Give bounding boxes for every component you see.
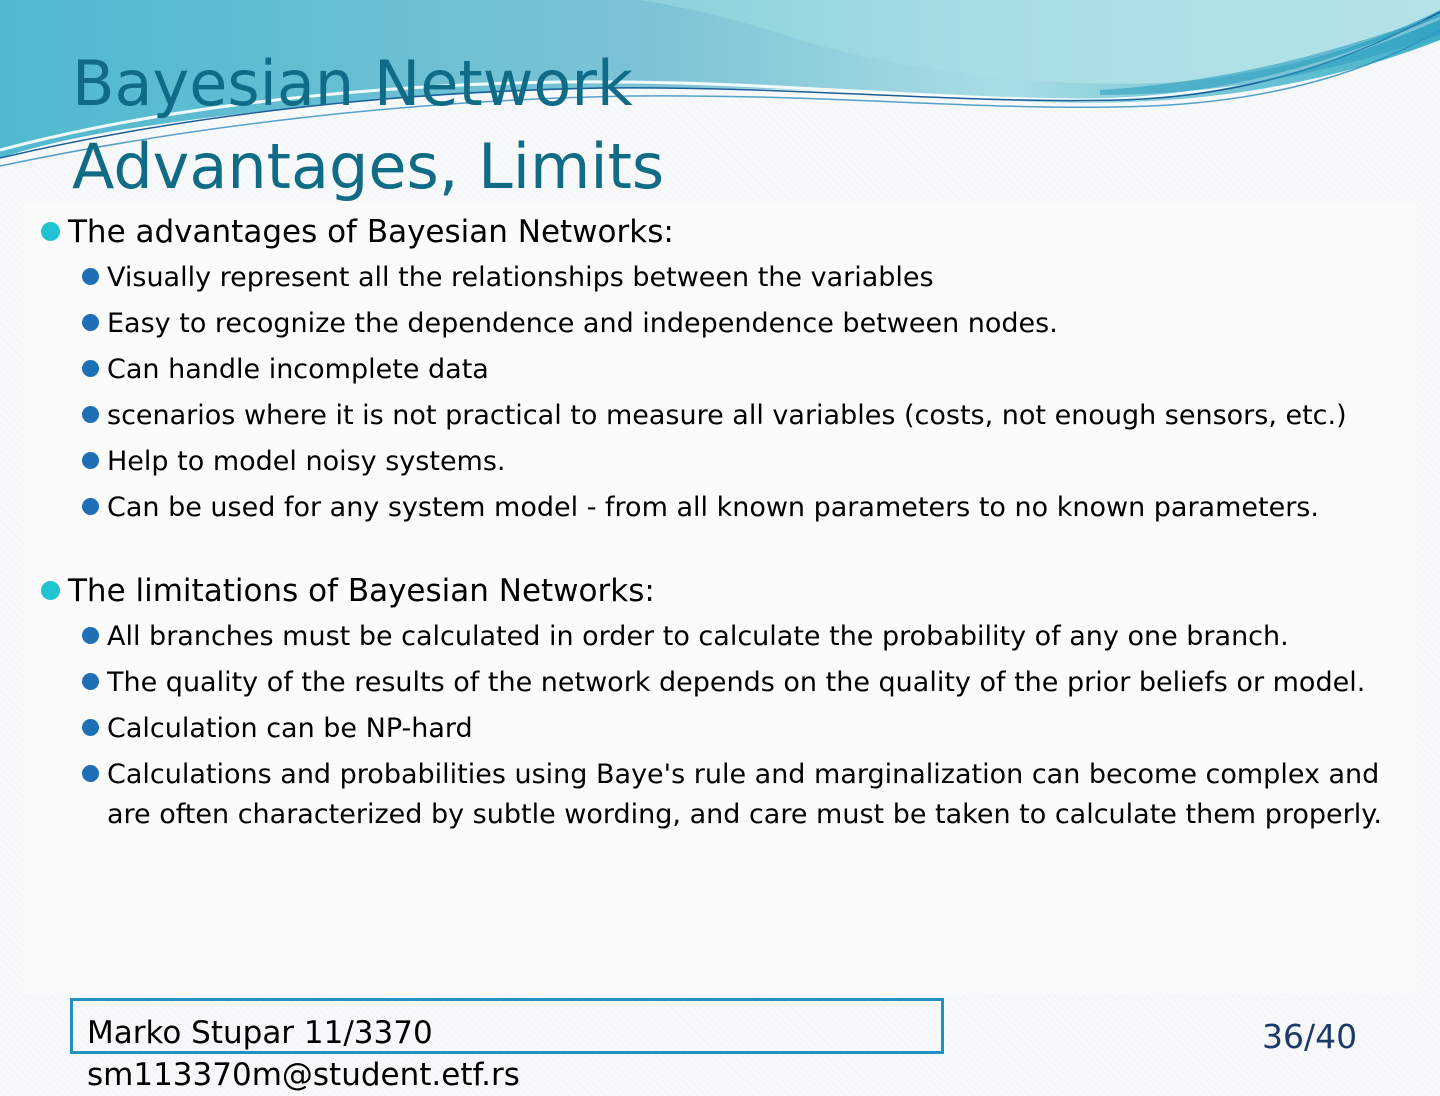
limitation-item-text: The quality of the results of the network depends on the quality of the prior beliefs or model. [107,667,1366,698]
title-line-1: Bayesian Network [72,47,633,120]
bullet-icon [82,452,99,469]
advantage-item-text: Visually represent all the relationships between the variables [107,262,934,293]
limitation-item [36,663,1406,703]
limitation-item [36,709,1406,749]
slide-title [72,42,664,208]
advantage-item-text: scenarios where it is not practical to measure all variables (costs, not enough sensors, etc.) [107,400,1347,431]
limitation-item [36,617,1406,657]
title-line-2: Advantages, Limits [72,130,665,203]
bullet-icon [82,673,99,690]
limitation-item-text: All branches must be calculated in order to calculate the probability of any one branch. [107,621,1289,652]
bullet-icon [82,765,99,782]
bullet-list [36,210,1406,841]
limitations-heading [36,569,1406,613]
bullet-icon [41,581,60,600]
advantage-item [36,258,1406,298]
bullet-icon [82,627,99,644]
advantage-item [36,304,1406,344]
bullet-icon [82,360,99,377]
section-spacer [36,534,1406,569]
limitation-item-text: Calculation can be NP-hard [107,713,473,744]
advantage-item [36,350,1406,390]
advantages-heading-text: The advantages of Bayesian Networks: [68,214,674,250]
bullet-icon [82,406,99,423]
bullet-icon [82,719,99,736]
limitations-heading-text: The limitations of Bayesian Networks: [68,573,655,609]
advantage-item-text: Help to model noisy systems. [107,446,506,477]
advantage-item-text: Can handle incomplete data [107,354,489,385]
bullet-icon [82,268,99,285]
bullet-icon [41,222,60,241]
advantage-item [36,396,1406,436]
footer-author [87,1012,520,1096]
bullet-icon [82,314,99,331]
advantage-item [36,442,1406,482]
limitation-item-text: Calculations and probabilities using Baye's rule and marginalization can become complex and are often characterized by subtle wording, and care must be taken to calculate them properly. [107,759,1382,830]
advantage-item-text: Can be used for any system model - from all known parameters to no known parameters. [107,492,1319,523]
advantage-item-text: Easy to recognize the dependence and independence between nodes. [107,308,1058,339]
bullet-icon [82,498,99,515]
page-number: 36/40 [1262,1017,1358,1056]
limitation-item [36,755,1406,835]
footer-author-line: Marko Stupar 11/3370 [87,1015,433,1051]
footer-email-line: sm113370m@student.etf.rs [87,1057,520,1093]
advantage-item [36,488,1406,528]
advantages-heading [36,210,1406,254]
